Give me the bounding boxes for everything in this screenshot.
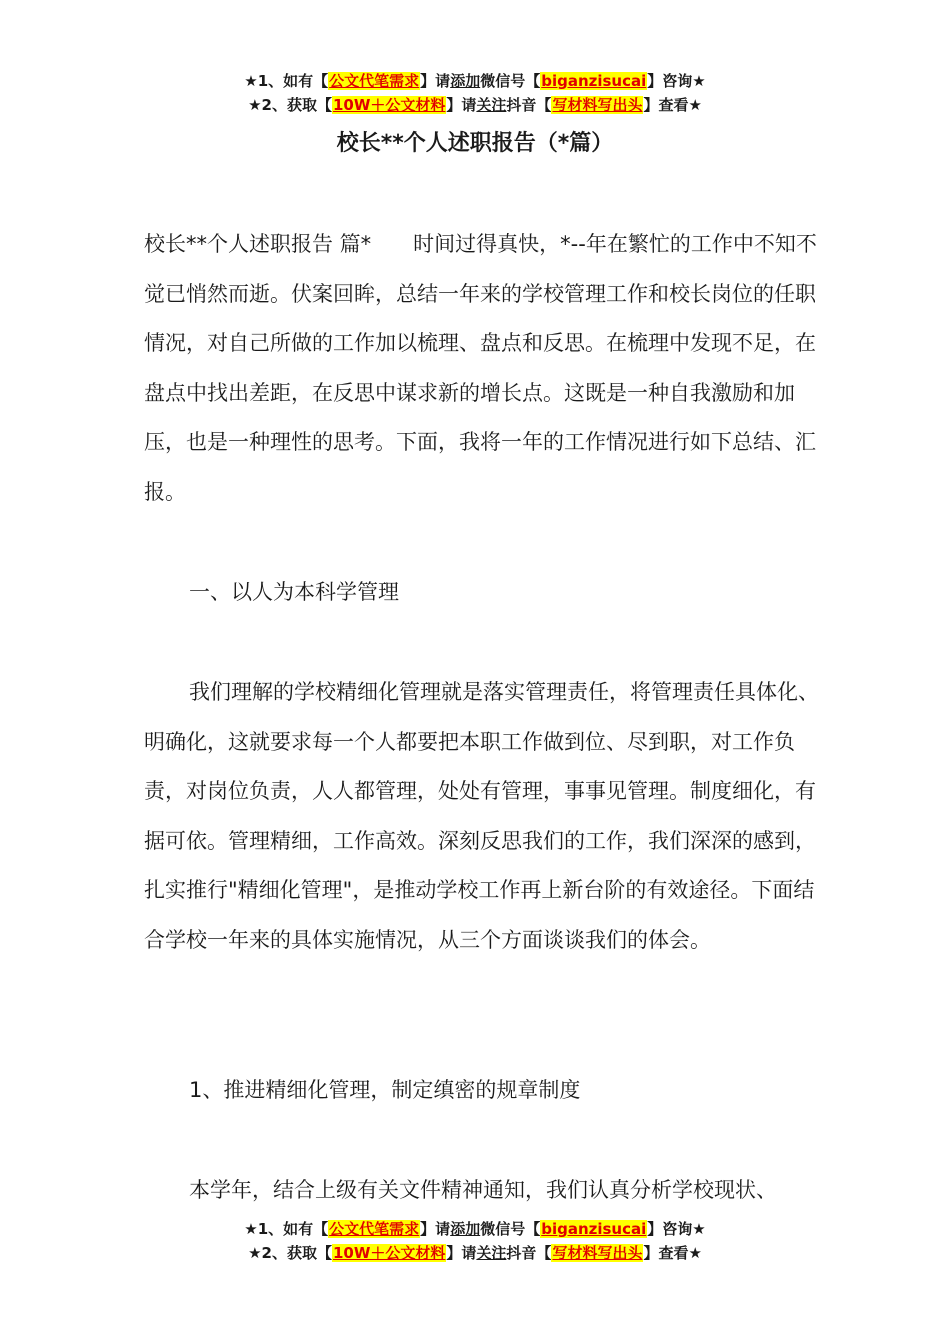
document-title: 校长**个人述职报告（*篇） (336, 131, 614, 156)
ad-text: 】请 (446, 96, 477, 114)
header-ad-line-2 (0, 94, 950, 116)
ad-text: 】请 (420, 1220, 451, 1238)
subsection-heading-1: 1、推进精细化管理，制定缜密的规章制度 (189, 1078, 581, 1102)
footer-ad-line-1 (0, 1218, 950, 1240)
body-paragraph: 本学年，结合上级有关文件精神通知，我们认真分析学校现状、 (189, 1178, 777, 1202)
ad-underline-follow: 关注 (476, 1244, 507, 1262)
footer-ad-line-2 (0, 1242, 950, 1264)
ad-highlight-materials[interactable]: 10W＋公文材料 (332, 96, 446, 114)
ad-text: ★2、获取【 (248, 1244, 332, 1262)
ad-text: 微信号【 (480, 72, 541, 90)
ad-text: 抖音【 (506, 96, 552, 114)
ad-highlight-wechat-id[interactable]: biganzisucai (541, 72, 647, 90)
ad-highlight-service[interactable]: 公文代笔需求 (329, 1220, 420, 1238)
ad-text: 】咨询★ (647, 72, 706, 90)
ad-text: 】请 (446, 1244, 477, 1262)
ad-text: 抖音【 (506, 1244, 552, 1262)
intro-paragraph: 校长**个人述职报告 篇* 时间过得真快，*--年在繁忙的工作中不知不觉已悄然而逝。伏案回眸，总结一年来的学校管理工作和校长岗位的任职情况，对自己所做的工作加以梳理、盘点和反思。在梳理中发现不足，在盘点中找出差距，在反思中谋求新的增长点。这既是一种自我激励和加压，也是一种理性的思考。下面，我将一年的工作情况进行如下总结、汇报。 (144, 232, 817, 504)
ad-text: 微信号【 (480, 1220, 541, 1238)
ad-highlight-wechat-id[interactable]: biganzisucai (541, 1220, 647, 1238)
ad-underline-add: 添加 (450, 72, 481, 90)
body-paragraph: 我们理解的学校精细化管理就是落实管理责任，将管理责任具体化、明确化，这就要求每一个人都要把本职工作做到位、尽到职，对工作负责，对岗位负责，人人都管理，处处有管理，事事见管理。制度细化，有据可依。管理精细，工作高效。深刻反思我们的工作，我们深深的感到，扎实推行"精细化管理"，是推动学校工作再上新台阶的有效途径。下面结合学校一年来的具体实施情况，从三个方面谈谈我们的体会。 (144, 680, 819, 952)
ad-text: 】查看★ (643, 96, 702, 114)
ad-highlight-service[interactable]: 公文代笔需求 (329, 72, 420, 90)
header-ad-line-1 (0, 70, 950, 92)
ad-underline-add: 添加 (450, 1220, 481, 1238)
ad-text: ★1、如有【 (244, 1220, 329, 1238)
ad-highlight-materials[interactable]: 10W＋公文材料 (332, 1244, 446, 1262)
ad-text: ★1、如有【 (244, 72, 329, 90)
ad-text: 】请 (420, 72, 451, 90)
section-heading-1: 一、以人为本科学管理 (189, 580, 399, 604)
ad-highlight-douyin[interactable]: 写材料写出头 (552, 1244, 643, 1262)
ad-text: 】咨询★ (647, 1220, 706, 1238)
ad-highlight-douyin[interactable]: 写材料写出头 (552, 96, 643, 114)
ad-text: 】查看★ (643, 1244, 702, 1262)
ad-underline-follow: 关注 (476, 96, 507, 114)
ad-text: ★2、获取【 (248, 96, 332, 114)
